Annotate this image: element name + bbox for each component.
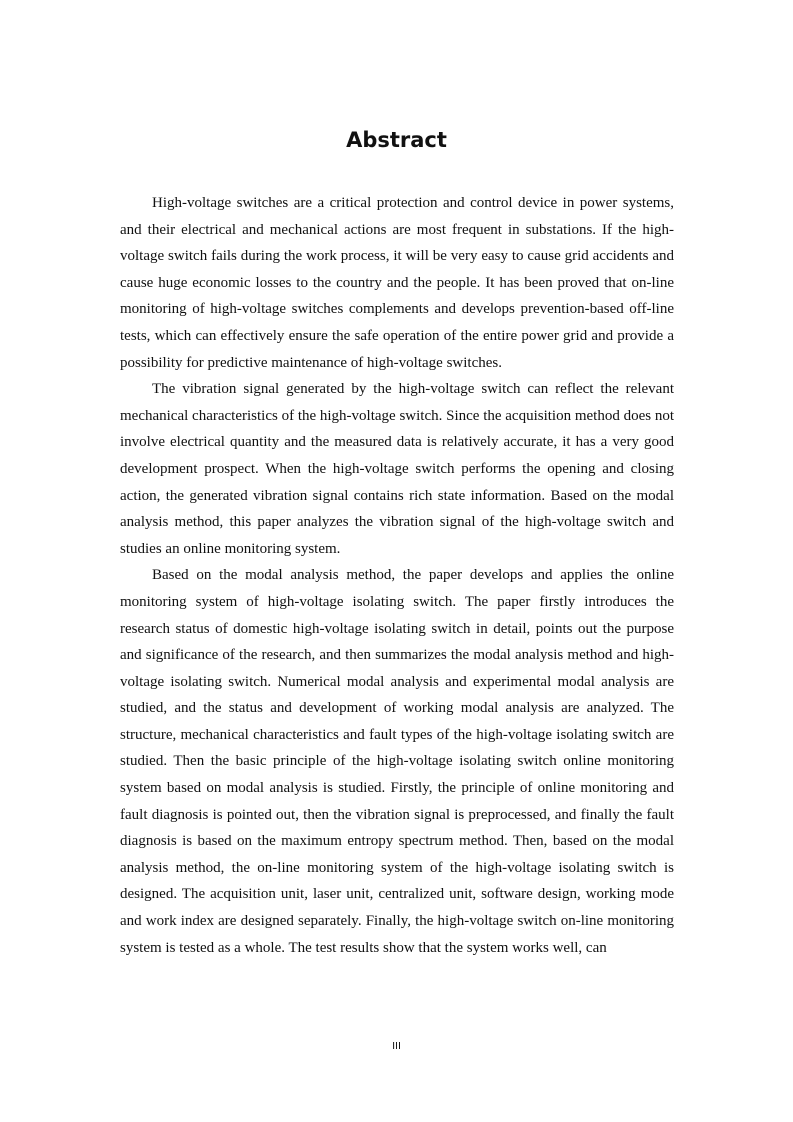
abstract-paragraph-1: High-voltage switches are a critical protection and control device in power systems, and their electrical and mechanical actions are most frequent in substations. If the high-voltage switch fails during the work process, it will be very easy to cause grid accidents and cause huge economic losses to the country and the people. It has been proved that on-line monitoring of high-voltage switches complements and develops prevention-based off-line tests, which can effectively ensure the safe operation of the entire power grid and provide a possibility for predictive maintenance of high-voltage switches. <box>120 195 674 371</box>
page-number: III <box>392 1041 401 1052</box>
abstract-paragraph-2: The vibration signal generated by the high-voltage switch can reflect the relevant mechanical characteristics of the high-voltage switch. Since the acquisition method does not involve electrical quantity and the measured data is relatively accurate, it has a very good development prospect. When the high-voltage switch performs the opening and closing action, the generated vibration signal contains rich state information. Based on the modal analysis method, this paper analyzes the vibration signal of the high-voltage switch and studies an online monitoring system. <box>120 381 674 557</box>
abstract-body <box>120 190 674 961</box>
abstract-paragraph-3: Based on the modal analysis method, the paper develops and applies the online monitoring system of high-voltage isolating switch. The paper firstly introduces the research status of domestic high-voltage isolating switch in detail, points out the purpose and significance of the research, and then summarizes the modal analysis method and high-voltage isolating switch. Numerical modal analysis and experimental modal analysis are studied, and the status and development of working modal analysis are analyzed. The structure, mechanical characteristics and fault types of the high-voltage isolating switch are studied. Then the basic principle of the high-voltage isolating switch online monitoring system based on modal analysis is studied. Firstly, the principle of online monitoring and fault diagnosis is pointed out, then the vibration signal is preprocessed, and finally the fault diagnosis is based on the maximum entropy spectrum method. Then, based on the modal analysis method, the on-line monitoring system of the high-voltage isolating switch is designed. The acquisition unit, laser unit, centralized unit, software design, working mode and work index are designed separately. Finally, the high-voltage switch on-line monitoring system is tested as a whole. The test results show that the system works well, can <box>120 567 674 956</box>
page-title: Abstract <box>346 128 447 152</box>
